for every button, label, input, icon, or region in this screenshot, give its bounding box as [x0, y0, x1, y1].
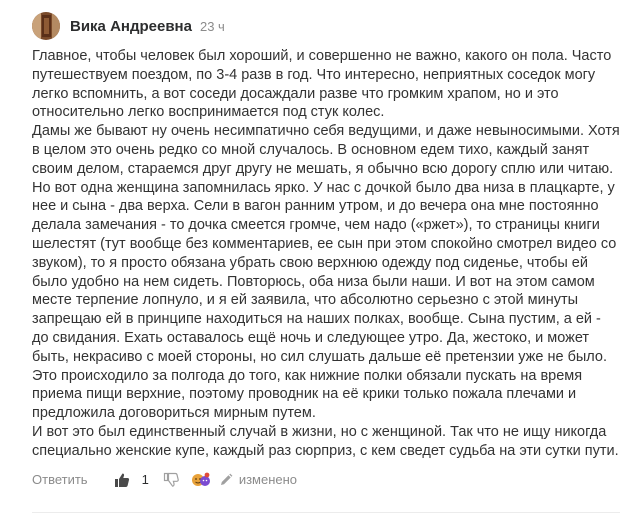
comment: [32, 8, 620, 491]
comment-time: 23 ч: [199, 18, 225, 34]
divider: [32, 512, 620, 513]
thumbs-up-icon: [114, 472, 130, 488]
like-count: 1: [141, 472, 149, 488]
author-name[interactable]: Вика Андреевна: [70, 17, 192, 35]
comment-header: [32, 8, 620, 44]
pencil-icon: [219, 473, 233, 487]
comment-paragraph: И вот это был единственный случай в жизни, но с женщиной. Так что не ищу никогда специально женские купе, каждый раз сюрприз, с кем сведет судьба на эти сутки пути.: [32, 423, 619, 459]
reply-button[interactable]: Ответить: [32, 472, 88, 488]
thumbs-down-icon: [163, 472, 181, 488]
reactions-icon: [191, 471, 211, 489]
comment-paragraph: Дамы же бывают ну очень несимпатично себя ведущими, и даже невыносимыми. Хотя в целом это очень редко со мной случалось. В основном едем тихо, каждый занят своим делом, стараемся друг другу не мешать, я обычно всю дорогу сплю или читаю.: [32, 123, 620, 177]
comment-actions: [32, 469, 620, 491]
comment-paragraph: Это происходило за полгода до того, как нижние полки обязали пускать на время приема пищи верхние, поэтому проводник на её крики только пожала плечами и предложила договориться мирным путем.: [32, 367, 583, 422]
comment-paragraph: Главное, чтобы человек был хороший, и совершенно не важно, какого он пола. Часто путешествуем поездом, по 3-4 разв в год. Что интересно, неприятных соседок могу легко вспомнить, а вот соседи досаждали разве что громким храпом, но и это относительно легко воспринимается под стук колес.: [32, 48, 612, 121]
author-avatar[interactable]: [32, 12, 60, 40]
dislike-button[interactable]: [163, 472, 181, 488]
pencil-button: [219, 473, 233, 487]
reactions-button[interactable]: [191, 471, 211, 489]
avatar-image: [32, 12, 60, 40]
edited-label: изменено: [238, 472, 298, 488]
comment-paragraph: Но вот одна женщина запомнилась ярко. У нас с дочкой было два низа в плацкарте, у нее и сына - два верха. Сели в вагон ранним утром, и до вечера она мне постоянно делала замечания - то дочка смеется громче, чем надо («ржет»), то страницы книги шелестят (тут вообще без комментариев, ее сын при этом спокойно смотрел видео со звуком), то я просто обязана убрать свою верхнюю одежду под сиденье, чтобы ей было удобно на нем сидеть. Повторюсь, оба низа были наши. И вот на этом самом месте терпение лопнуло, и я ей заявила, что абсолютно серьезно с этой минуты запрещаю ей в принципе находиться на наших полках, вообще. Сына пустим, а ей - до свидания. Ехать оставалось ещё ночь и следующее утро. Да, жестоко, и может быть, некрасиво с моей стороны, но сил слушать дальше её претензии уже не было.: [32, 179, 617, 365]
like-button[interactable]: [114, 472, 130, 488]
comment-text: [32, 47, 620, 461]
